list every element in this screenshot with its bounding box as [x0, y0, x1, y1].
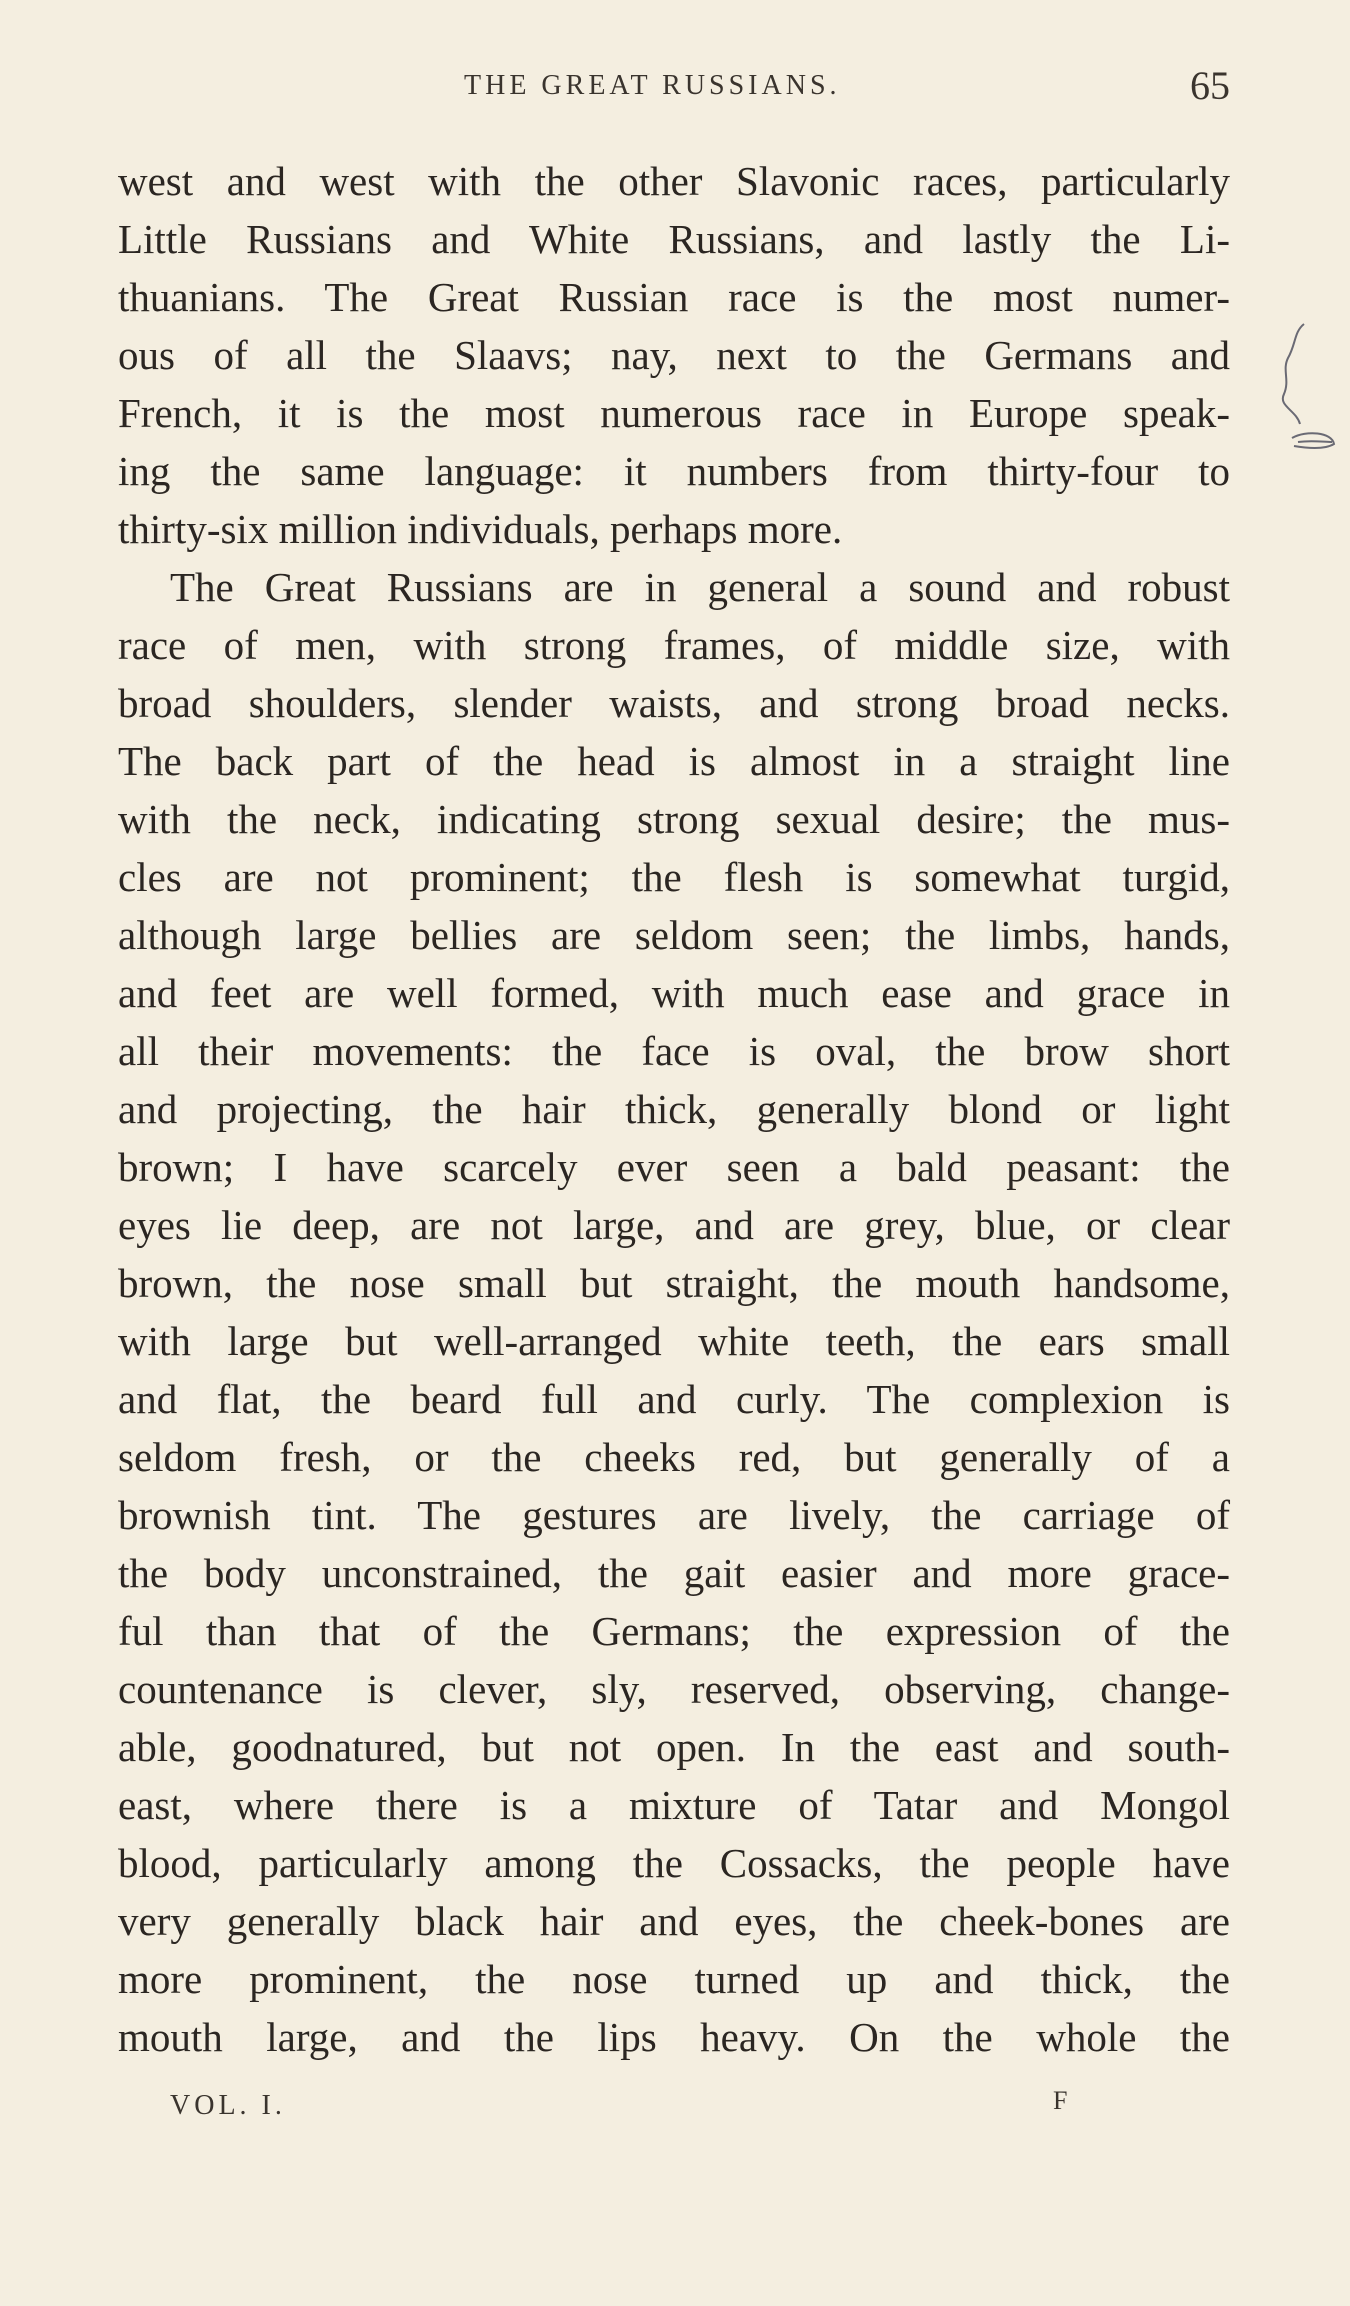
page-footer: [0, 2078, 1350, 2138]
text-line: with large but well-arranged white teeth, the ears small: [118, 1318, 1230, 1364]
text-line: although large bellies are seldom seen; the limbs, hands,: [118, 912, 1230, 958]
text-line: brownish tint. The gestures are lively, the carriage of: [118, 1492, 1230, 1538]
text-line: cles are not prominent; the flesh is somewhat turgid,: [118, 854, 1230, 900]
text-line: all their movements: the face is oval, the brow short: [118, 1028, 1230, 1074]
text-line: very generally black hair and eyes, the cheek-bones are: [118, 1898, 1230, 1944]
body-text: [118, 152, 1230, 2066]
running-title: THE GREAT RUSSIANS.: [464, 70, 841, 101]
volume-label: VOL. I.: [170, 2090, 286, 2121]
text-line: eyes lie deep, are not large, and are grey, blue, or clear: [118, 1202, 1230, 1248]
paragraph-start-line: The Great Russians are in general a sound and robust: [170, 564, 1230, 610]
text-line: brown; I have scarcely ever seen a bald peasant: the: [118, 1144, 1230, 1190]
running-head: [120, 62, 1230, 122]
text-line: and flat, the beard full and curly. The complexion is: [118, 1376, 1230, 1422]
text-line: seldom fresh, or the cheeks red, but generally of a: [118, 1434, 1230, 1480]
text-line: thuanians. The Great Russian race is the most numer-: [118, 274, 1230, 320]
page-number: 65: [1190, 63, 1230, 108]
text-line: mouth large, and the lips heavy. On the whole the: [118, 2014, 1230, 2060]
text-line: ful than that of the Germans; the expression of the: [118, 1608, 1230, 1654]
text-line: race of men, with strong frames, of middle size, with: [118, 622, 1230, 668]
text-line: east, where there is a mixture of Tatar and Mongol: [118, 1782, 1230, 1828]
text-line: Little Russians and White Russians, and lastly the Li-: [118, 216, 1230, 262]
text-line: countenance is clever, sly, reserved, observing, change-: [118, 1666, 1230, 1712]
text-line: west and west with the other Slavonic races, particularly: [118, 158, 1230, 204]
pencil-margin-mark: [1276, 318, 1346, 478]
text-line: broad shoulders, slender waists, and strong broad necks.: [118, 680, 1230, 726]
text-line: able, goodnatured, but not open. In the east and south-: [118, 1724, 1230, 1770]
text-line: ous of all the Slaavs; nay, next to the Germans and: [118, 332, 1230, 378]
text-line: thirty-six million individuals, perhaps more.: [118, 506, 843, 552]
text-line: blood, particularly among the Cossacks, the people have: [118, 1840, 1230, 1886]
text-line: the body unconstrained, the gait easier and more grace-: [118, 1550, 1230, 1596]
text-line: French, it is the most numerous race in Europe speak-: [118, 390, 1230, 436]
text-line: with the neck, indicating strong sexual desire; the mus-: [118, 796, 1230, 842]
text-line: more prominent, the nose turned up and thick, the: [118, 1956, 1230, 2002]
text-line: brown, the nose small but straight, the mouth handsome,: [118, 1260, 1230, 1306]
text-line: The back part of the head is almost in a straight line: [118, 738, 1230, 784]
text-line: ing the same language: it numbers from thirty-four to: [118, 448, 1230, 494]
text-line: and feet are well formed, with much ease and grace in: [118, 970, 1230, 1016]
text-line: and projecting, the hair thick, generally blond or light: [118, 1086, 1230, 1132]
signature-mark: F: [1053, 2086, 1068, 2115]
